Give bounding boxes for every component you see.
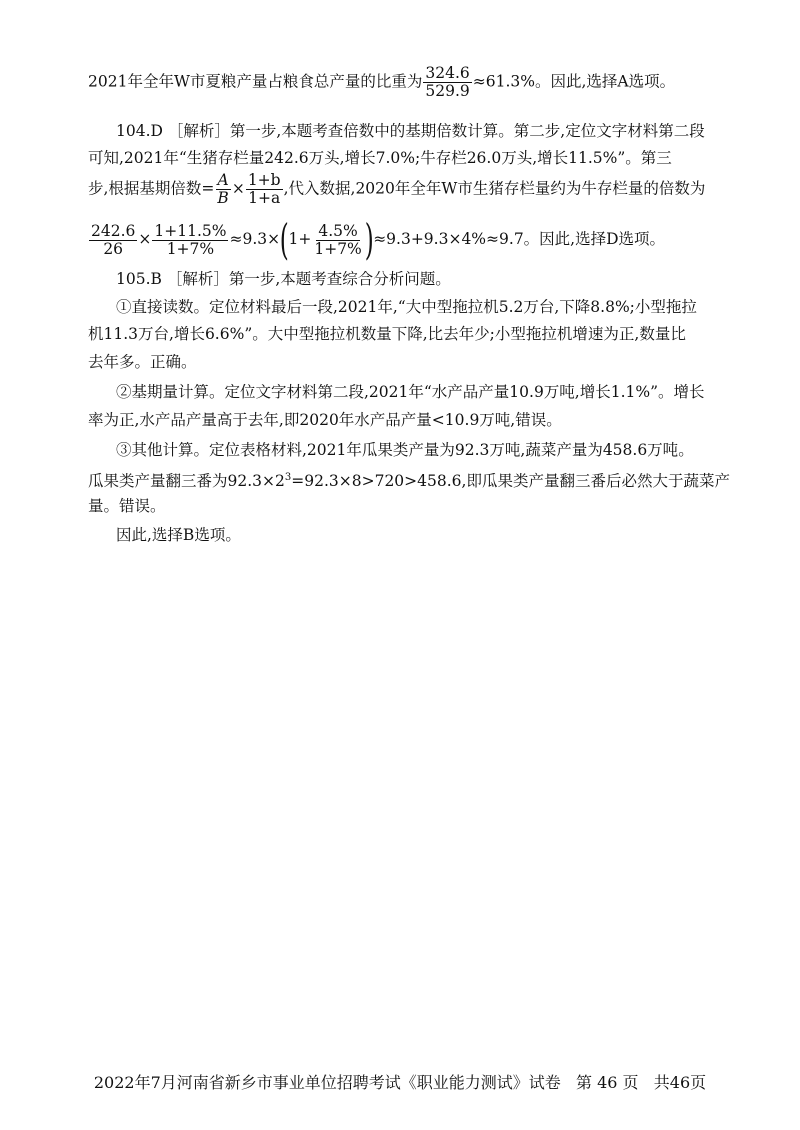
item-1-line-3: 去年多。正确。 [88,353,197,371]
item-1-line-1: ①直接读数。定位材料最后一段,2021年,“大中型拖拉机5.2万台,下降8.8%;小型拖拉 [116,298,697,316]
answer-103-conclusion: 2021年全年W市夏粮产量占粮食总产量的比重为 $\frac{324.6}{529.9}$ ≈61.3%。因此,选择A选项。 [88,64,676,100]
fraction-growth-rates: $\frac{1+11.5\%}{1+7\%}$ [154,221,227,258]
answer-104-line-2: 可知,2021年“生猪存栏量242.6万头,增长7.0%;牛存栏26.0万头,增长11.5%”。第三 [88,149,672,167]
fraction-324-6-over-529-9: $\frac{324.6}{529.9}$ [425,64,470,100]
item-3-line-2: 瓜果类产量翻三番为$92.3\times 2^3=92.3\times 8>720>458.6$,即瓜果类产量翻三番后必然大于蔬菜产 [88,472,730,491]
answer-104-heading: 104.D ［解析］第一步,本题考查倍数中的基期倍数计算。第二步,定位文字材料第二段 [116,122,705,140]
answer-104-formula-line: 步,根据基期倍数= $\frac{A}{B}$ × $\frac{1+b}{1+a}$ ,代入数据,2020年全年W市生猪存栏量约为牛存栏量的倍数为 [88,171,706,207]
item-2-line-2: 率为正,水产品产量高于去年,即2020年水产品产量<10.9万吨,错误。 [88,411,562,429]
fraction-242-6-over-26: $\frac{242.6}{26}$ [91,221,136,258]
fraction-a-over-b: $\frac{A}{B}$ [217,171,229,207]
answer-105-heading: 105.B ［解析］第一步,本题考查综合分析问题。 [116,270,451,288]
fraction-4-5-over-1-7: $\frac{4.5\%}{1+7\%}$ [314,221,362,258]
item-3-line-3: 量。错误。 [88,497,166,515]
page-footer: 2022年7月河南省新乡市事业单位招聘考试《职业能力测试》试卷 第 46 页 共46页 [93,1073,707,1092]
answer-104-calculation-line: $\frac{242.6}{26}$ × $\frac{1+11.5\%}{1+7\%}$ ≈9.3×(1+ $\frac{4.5\%}{1+7\%}$ )≈9.3+9.3×4%≈9.7。因此,选择D选项。 [91,215,666,264]
item-1-line-2: 机11.3万台,增长6.6%”。大中型拖拉机数量下降,比去年少;小型拖拉机增速为正,数量比 [88,325,686,343]
answer-105-conclusion: 因此,选择B选项。 [116,526,241,544]
fraction-growth-ratio: $\frac{1+b}{1+a}$ [247,171,281,207]
item-2-line-1: ②基期量计算。定位文字材料第二段,2021年“水产品产量10.9万吨,增长1.1%”。增长 [116,383,705,401]
item-3-line-1: ③其他计算。定位表格材料,2021年瓜果类产量为92.3万吨,蔬菜产量为458.6万吨。 [116,441,694,459]
